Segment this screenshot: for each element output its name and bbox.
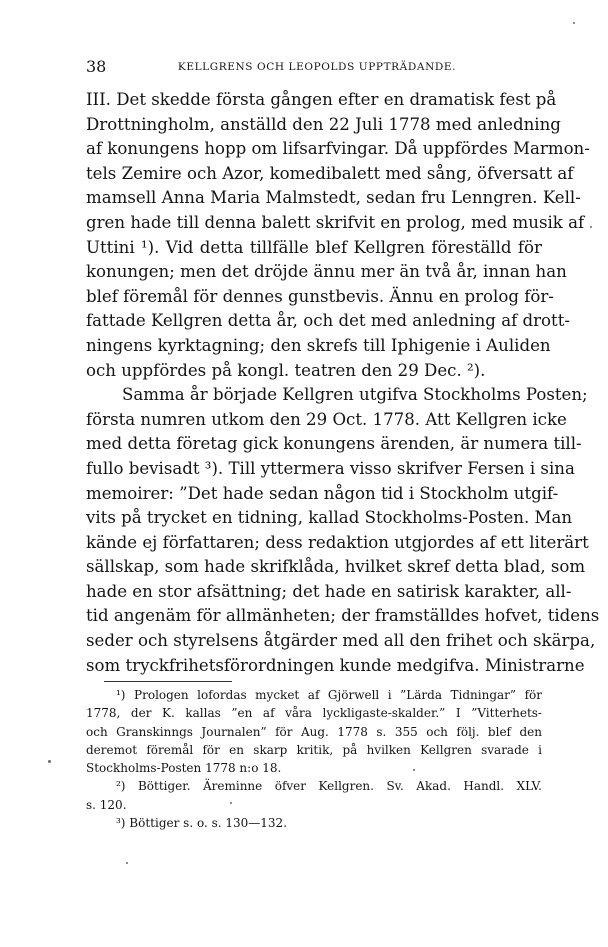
body-text [86,88,600,678]
text-line: tid angenäm för allmänheten; der framställdes hofvet, tidens [86,606,600,626]
running-title: KELLGRENS OCH LEOPOLDS UPPTRÄDANDE. [177,61,457,73]
text-line: memoirer: ”Det hade sedan någon tid i Stockholm utgif- [86,483,559,503]
footnote-line: deremot föremål för en skarp kritik, på hvilken Kellgren svarade i [86,742,542,757]
footnote-line: 1778, der K. kallas ”en af våra lyckligaste-skalder.” I ”Vitterhets- [86,706,542,721]
text-line: konungen; men det dröjde ännu mer än två år, innan han [86,262,567,282]
text-line: Drottningholm, anställd den 22 Juli 1778 med anledning [86,114,561,134]
text-line: hade en stor afsättning; det hade en satirisk karakter, all- [86,581,572,601]
text-line: första numren utkom den 29 Oct. 1778. Att Kellgren icke [86,409,567,429]
text-line: med detta företag gick konungens ärenden, är numera till- [86,434,582,454]
text-line: vits på trycket en tidning, kallad Stockholms-Posten. Man [86,508,573,528]
text-line: mamsell Anna Maria Malmstedt, sedan fru Lenngren. Kell- [86,188,581,208]
footnote-rule [104,681,232,682]
footnote-line: och Granskinngs Journalen” för Aug. 1778 s. 355 och följ. blef den [86,724,542,739]
paper-speck [413,769,415,771]
text-line: gren hade till denna balett skrifvit en prolog, med musik af [86,212,585,232]
text-line: och uppfördes på kongl. teatren den 29 Dec. ²). [86,360,486,380]
text-line: III. Det skedde första gången efter en dramatisk fest på [86,90,557,109]
text-line: sällskap, som hade skrifklåda, hvilket skref detta blad, som [86,557,586,577]
paper-speck [573,22,575,24]
text-line: af konungens hopp om lifsarfvingar. Då uppfördes Marmon- [86,139,590,159]
paper-speck [230,802,232,804]
paper-speck [126,862,128,864]
footnote-line: s. 120. [86,797,127,812]
text-line: som tryckfrihetsförordningen kunde medgifva. Ministrarne [86,655,585,675]
text-line: blef föremål för dennes gunstbevis. Ännu en prolog för- [86,286,554,306]
text-line: ningens kyrktagning; den skrefs till Iphigenie i Auliden [86,335,551,355]
text-line: seder och styrelsens åtgärder med all den frihet och skärpa, [86,631,596,651]
footnotes [86,686,542,832]
text-line: tels Zemire och Azor, komedibalett med sång, öfversatt af [86,163,574,183]
text-line: Samma år började Kellgren utgifva Stockholms Posten; [122,385,588,405]
footnote-line: ²) Böttiger. Äreminne öfver Kellgren. Sv. Akad. Handl. XLV. [116,779,542,794]
paper-speck [590,226,592,228]
text-line: fattade Kellgren detta år, och det med anledning af drott- [86,311,570,331]
text-line: Uttini ¹). Vid detta tillfälle blef Kellgren föreställd för [86,237,542,257]
paper-speck [48,760,51,763]
page-number: 38 [86,57,107,76]
footnote-line: ¹) Prologen lofordas mycket af Gjörwell i ”Lärda Tidningar” för [116,688,542,702]
text-line: kände ej författaren; dess redaktion utgjordes af ett literärt [86,532,589,552]
running-header [86,57,552,79]
text-line: fullo bevisadt ³). Till yttermera visso skrifver Fersen i sina [86,458,575,478]
footnote-line: Stockholms-Posten 1778 n:o 18. [86,761,282,776]
footnote-line: ³) Böttiger s. o. s. 130—132. [116,816,288,831]
